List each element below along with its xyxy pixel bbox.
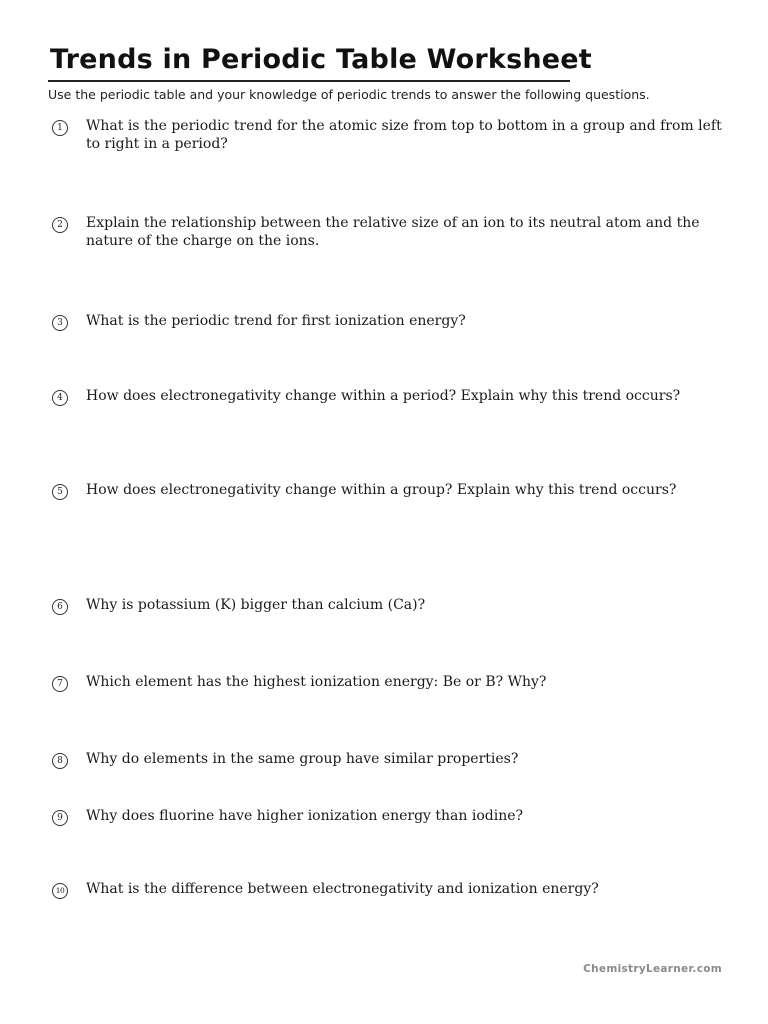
question-text: What is the periodic trend for the atomic size from top to bottom in a group and from left to right in a period? <box>86 118 722 152</box>
question-text: How does electronegativity change within a period? Explain why this trend occurs? <box>86 388 681 404</box>
question-text: Explain the relationship between the relative size of an ion to its neutral atom and the nature of the charge on the ions. <box>86 215 700 249</box>
instructions: Use the periodic table and your knowledge of periodic trends to answer the following questions. <box>48 87 650 102</box>
question-number: 9 <box>52 810 68 826</box>
page-title: Trends in Periodic Table Worksheet <box>50 44 592 75</box>
question-text: Why is potassium (K) bigger than calcium (Ca)? <box>86 597 426 613</box>
question-number: 2 <box>52 217 68 233</box>
question-number: 5 <box>52 484 68 500</box>
question-number: 6 <box>52 599 68 615</box>
question-number: 10 <box>52 883 68 899</box>
question-text: What is the periodic trend for first ionization energy? <box>86 313 466 329</box>
question-text: Why do elements in the same group have similar properties? <box>86 751 519 767</box>
question-number: 7 <box>52 676 68 692</box>
title-underline <box>48 80 570 82</box>
question-number: 8 <box>52 753 68 769</box>
question-text: What is the difference between electronegativity and ionization energy? <box>86 881 599 897</box>
question-text: How does electronegativity change within a group? Explain why this trend occurs? <box>86 482 677 498</box>
question-number: 1 <box>52 120 68 136</box>
site-watermark: ChemistryLearner.com <box>583 963 722 975</box>
question-text: Which element has the highest ionization energy: Be or B? Why? <box>86 674 547 690</box>
question-number: 3 <box>52 315 68 331</box>
question-text: Why does fluorine have higher ionization energy than iodine? <box>86 808 524 824</box>
question-number: 4 <box>52 390 68 406</box>
